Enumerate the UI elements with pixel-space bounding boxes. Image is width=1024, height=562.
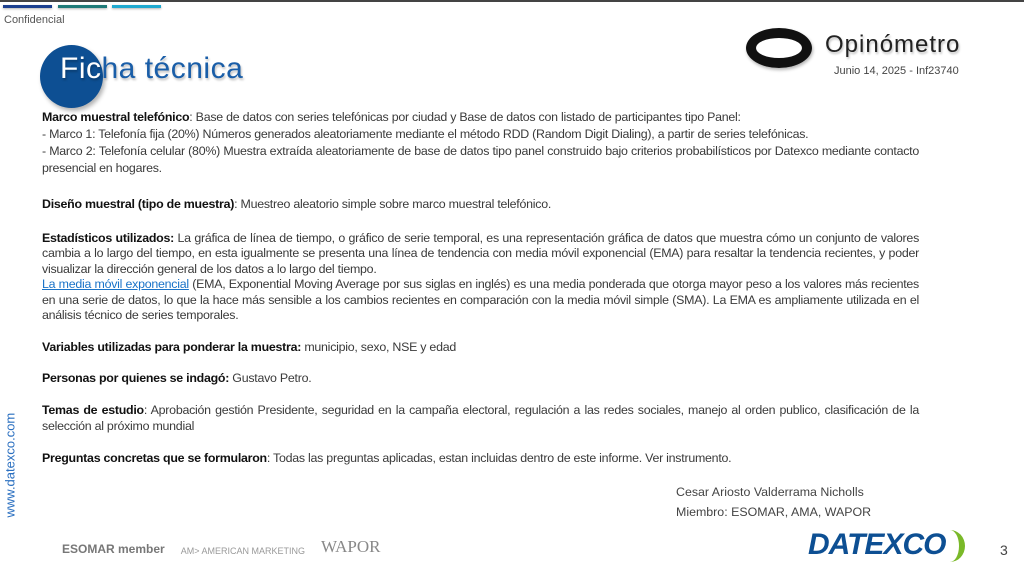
section-personas <box>42 371 919 387</box>
ema-link[interactable]: La media móvil exponencial <box>42 277 189 291</box>
brand-name: Opinómetro <box>825 31 961 58</box>
section-text: Gustavo Petro. <box>229 371 312 385</box>
section-line: - Marco 1: Telefonía fija (20%) Números generados aleatoriamente mediante el método RDD (Random Digit Dialing), a partir de series telefónicas. <box>42 127 809 141</box>
section-preguntas <box>42 451 919 467</box>
content-body <box>42 109 919 522</box>
accent-bar-teal <box>58 5 107 8</box>
section-text: : Base de datos con series telefónicas por ciudad y Base de datos con listado de participantes tipo Panel: <box>189 110 741 124</box>
section-text: La gráfica de línea de tiempo, o gráfico de serie temporal, es una representación gráfica de datos que muestra cómo un conjunto de valores cambia a lo largo del tiempo, en esta igualmente se presenta una línea de tendencia con media móvil exponencial (EMA) para resaltar la tendencia recientes, y poder visualizar la dirección general de los datos a lo largo del tiempo. <box>42 230 920 276</box>
accent-bar-navy <box>3 5 52 8</box>
section-diseno-muestral <box>42 197 919 213</box>
section-label: Diseño muestral (tipo de muestra) <box>42 197 235 211</box>
wapor-logo: WAPOR <box>320 537 381 556</box>
page-number: 3 <box>1000 542 1008 558</box>
section-label: Personas por quienes se indagó: <box>42 371 230 385</box>
signature-block <box>676 482 919 522</box>
esomar-logo: ESOMAR member <box>62 542 165 556</box>
section-variables <box>42 340 919 356</box>
section-text: : Aprobación gestión Presidente, seguridad en la campaña electoral, regulación a las redes sociales, manejo al orden publico, clasificación de la selección al próximo mundial <box>42 402 919 433</box>
website-link[interactable]: www.datexco.com <box>2 412 18 518</box>
section-text: : Todas las preguntas aplicadas, estan incluidas dentro de este informe. Ver instrumento. <box>266 450 732 465</box>
confidential-label: Confidencial <box>4 14 65 26</box>
section-label: Preguntas concretas que se formularon <box>42 450 267 465</box>
membership-logos <box>62 538 381 556</box>
report-date: Junio 14, 2025 - Inf23740 <box>834 65 959 77</box>
signature-membership: Miembro: ESOMAR, AMA, WAPOR <box>676 505 872 519</box>
title-part2: ha técnica <box>101 52 244 85</box>
signature-name: Cesar Ariosto Valderrama Nicholls <box>676 485 864 499</box>
section-temas <box>42 402 919 435</box>
datexco-logo: DATEXCO <box>808 528 946 561</box>
section-text: (EMA, Exponential Moving Average por sus siglas en inglés) es una media ponderada que otorga mayor peso a los valores más recientes en una serie de datos, lo que la hace más sensible a los cambios recientes en comparación con la media móvil simple (SMA). La EMA es ampliamente utilizada en el análisis técnico de series temporales. <box>42 277 920 322</box>
opinometro-logo-icon <box>746 28 812 68</box>
section-estadisticos <box>42 231 919 324</box>
section-label: Marco muestral telefónico <box>42 110 190 124</box>
top-border <box>0 0 1024 2</box>
section-label: Estadísticos utilizados: <box>42 230 175 245</box>
section-label: Variables utilizadas para ponderar la muestra: <box>42 339 302 354</box>
section-label: Temas de estudio <box>42 402 144 417</box>
ama-logo: AM> AMERICAN MARKETING <box>180 546 305 556</box>
section-text: municipio, sexo, NSE y edad <box>301 339 456 354</box>
datexco-logo-arc-icon <box>935 530 965 562</box>
section-line: - Marco 2: Telefonía celular (80%) Muestra extraída aleatoriamente de base de datos tipo panel construido bajo criterios probabilísticos por Datexco mediante contacto presencial en hogares. <box>42 144 919 175</box>
section-text: : Muestreo aleatorio simple sobre marco muestral telefónico. <box>234 197 552 211</box>
title-part1: Fic <box>60 52 102 85</box>
page-title <box>60 52 243 86</box>
section-marco-muestral <box>42 109 919 177</box>
accent-bar-cyan <box>112 5 161 8</box>
